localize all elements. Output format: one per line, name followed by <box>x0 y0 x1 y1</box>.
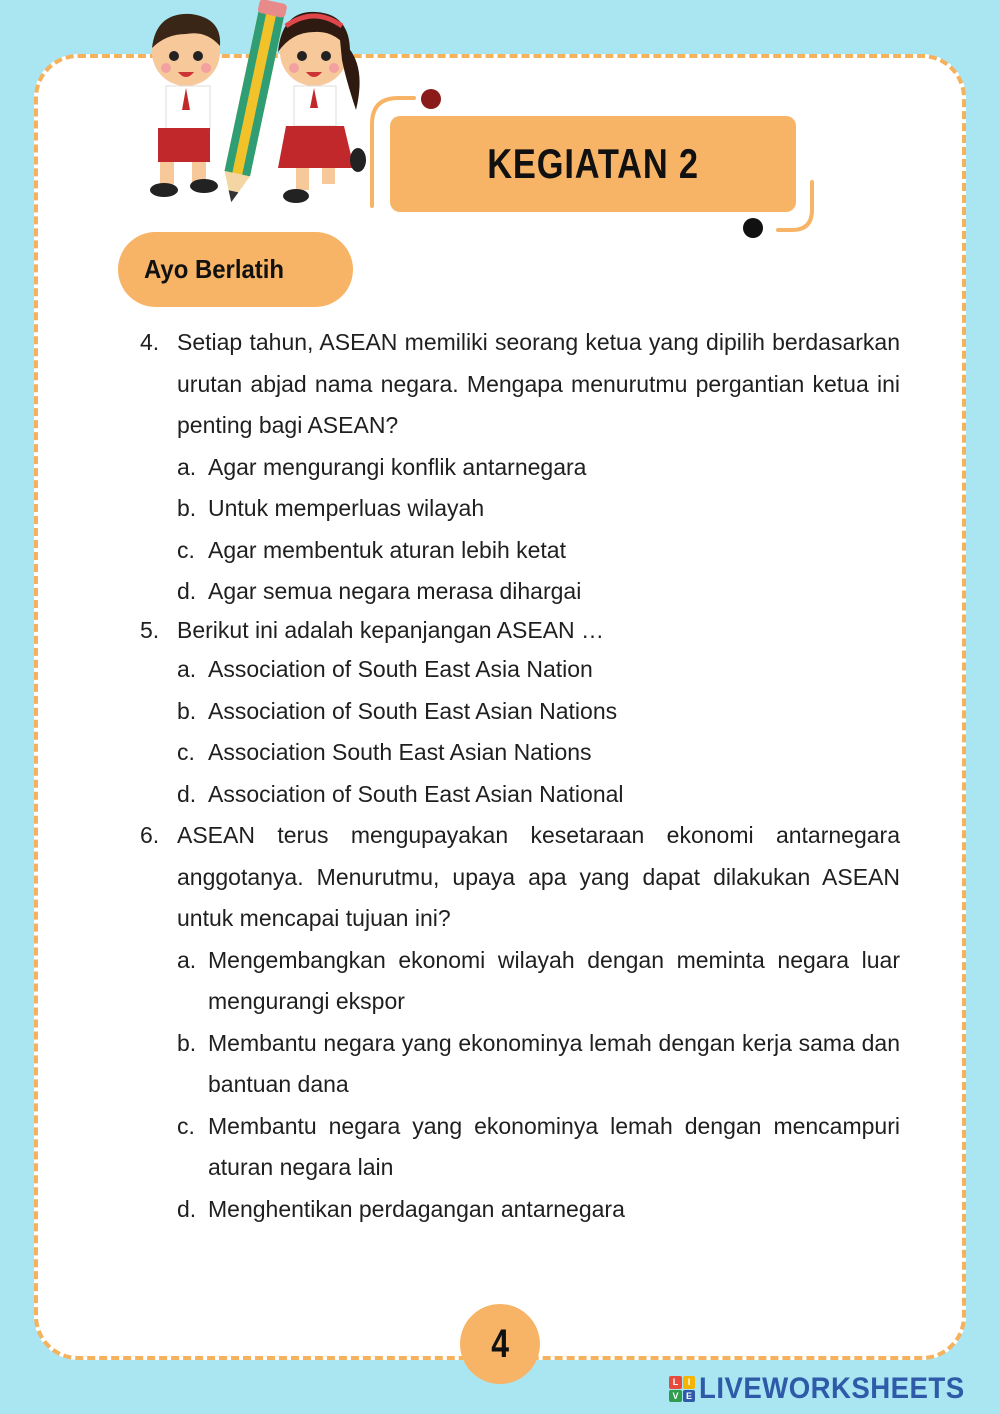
question-text: Berikut ini adalah kepanjangan ASEAN … <box>177 617 605 643</box>
option-text: Menghentikan perdagangan antarnegara <box>208 1195 625 1222</box>
question-5-options <box>140 649 900 815</box>
option-6a[interactable] <box>140 940 900 1023</box>
question-number: 6. <box>140 822 160 848</box>
option-4b[interactable] <box>140 488 900 530</box>
option-text: Membantu negara yang ekonominya lemah dengan kerja sama dan bantuan dana <box>208 1029 900 1097</box>
question-4-options <box>140 447 900 612</box>
option-text: Agar semua negara merasa dihargai <box>208 578 582 604</box>
brand-name: LIVEWORKSHEETS <box>699 1372 965 1405</box>
option-text: Agar mengurangi konflik antarnegara <box>208 453 587 480</box>
section-label: Ayo Berlatih <box>144 254 285 284</box>
option-letter: a. <box>177 946 197 973</box>
page-number: 4 <box>491 1321 509 1366</box>
option-letter: d. <box>177 780 197 807</box>
option-4c[interactable] <box>140 530 900 572</box>
option-text: Association of South East Asia Nation <box>208 656 593 682</box>
option-text: Membantu negara yang ekonominya lemah dengan mencampuri aturan negara lain <box>208 1112 900 1180</box>
option-text: Agar membentuk aturan lebih ketat <box>208 536 566 563</box>
option-letter: d. <box>177 1195 197 1222</box>
option-5d[interactable] <box>140 774 900 816</box>
brand-logo <box>669 1372 988 1406</box>
option-5c[interactable] <box>140 732 900 774</box>
liveworksheets-icon: L I V E <box>669 1376 695 1402</box>
question-number: 5. <box>140 617 160 643</box>
activity-title: KEGIATAN 2 <box>487 140 699 187</box>
questions-section <box>140 322 900 1230</box>
question-text: Setiap tahun, ASEAN memiliki seorang ketua yang dipilih berdasarkan urutan abjad nama negara. Mengapa menurutmu pergantian ketua ini penting bagi ASEAN? <box>177 329 900 438</box>
option-text: Untuk memperluas wilayah <box>208 495 485 521</box>
option-text: Association of South East Asian Nations <box>208 697 618 724</box>
section-label-pill <box>118 232 353 307</box>
option-letter: d. <box>177 578 197 604</box>
option-6b[interactable] <box>140 1023 900 1106</box>
option-text: Association of South East Asian National <box>208 780 624 807</box>
option-letter: a. <box>177 656 197 682</box>
question-6 <box>140 815 900 940</box>
option-letter: b. <box>177 1029 197 1056</box>
option-letter: b. <box>177 697 197 724</box>
question-4 <box>140 322 900 447</box>
activity-title-banner <box>390 116 796 212</box>
option-text: Mengembangkan ekonomi wilayah dengan meminta negara luar mengurangi ekspor <box>208 946 900 1014</box>
option-letter: b. <box>177 495 197 521</box>
option-6d[interactable] <box>140 1189 900 1231</box>
page-number-badge <box>460 1304 540 1384</box>
option-5a[interactable] <box>140 649 900 691</box>
option-5b[interactable] <box>140 691 900 733</box>
option-letter: c. <box>177 739 195 765</box>
option-text: Association South East Asian Nations <box>208 739 592 765</box>
kids-with-pencil-illustration <box>136 0 376 215</box>
question-6-options <box>140 940 900 1231</box>
option-4a[interactable] <box>140 447 900 489</box>
option-letter: c. <box>177 1112 195 1139</box>
question-5 <box>140 611 900 649</box>
option-4d[interactable] <box>140 571 900 611</box>
option-6c[interactable] <box>140 1106 900 1189</box>
question-text: ASEAN terus mengupayakan kesetaraan ekonomi antarnegara anggotanya. Menurutmu, upaya apa yang dapat dilakukan ASEAN untuk mencapai tujuan ini? <box>177 822 900 931</box>
option-letter: a. <box>177 453 197 480</box>
question-number: 4. <box>140 329 160 355</box>
option-letter: c. <box>177 536 195 563</box>
